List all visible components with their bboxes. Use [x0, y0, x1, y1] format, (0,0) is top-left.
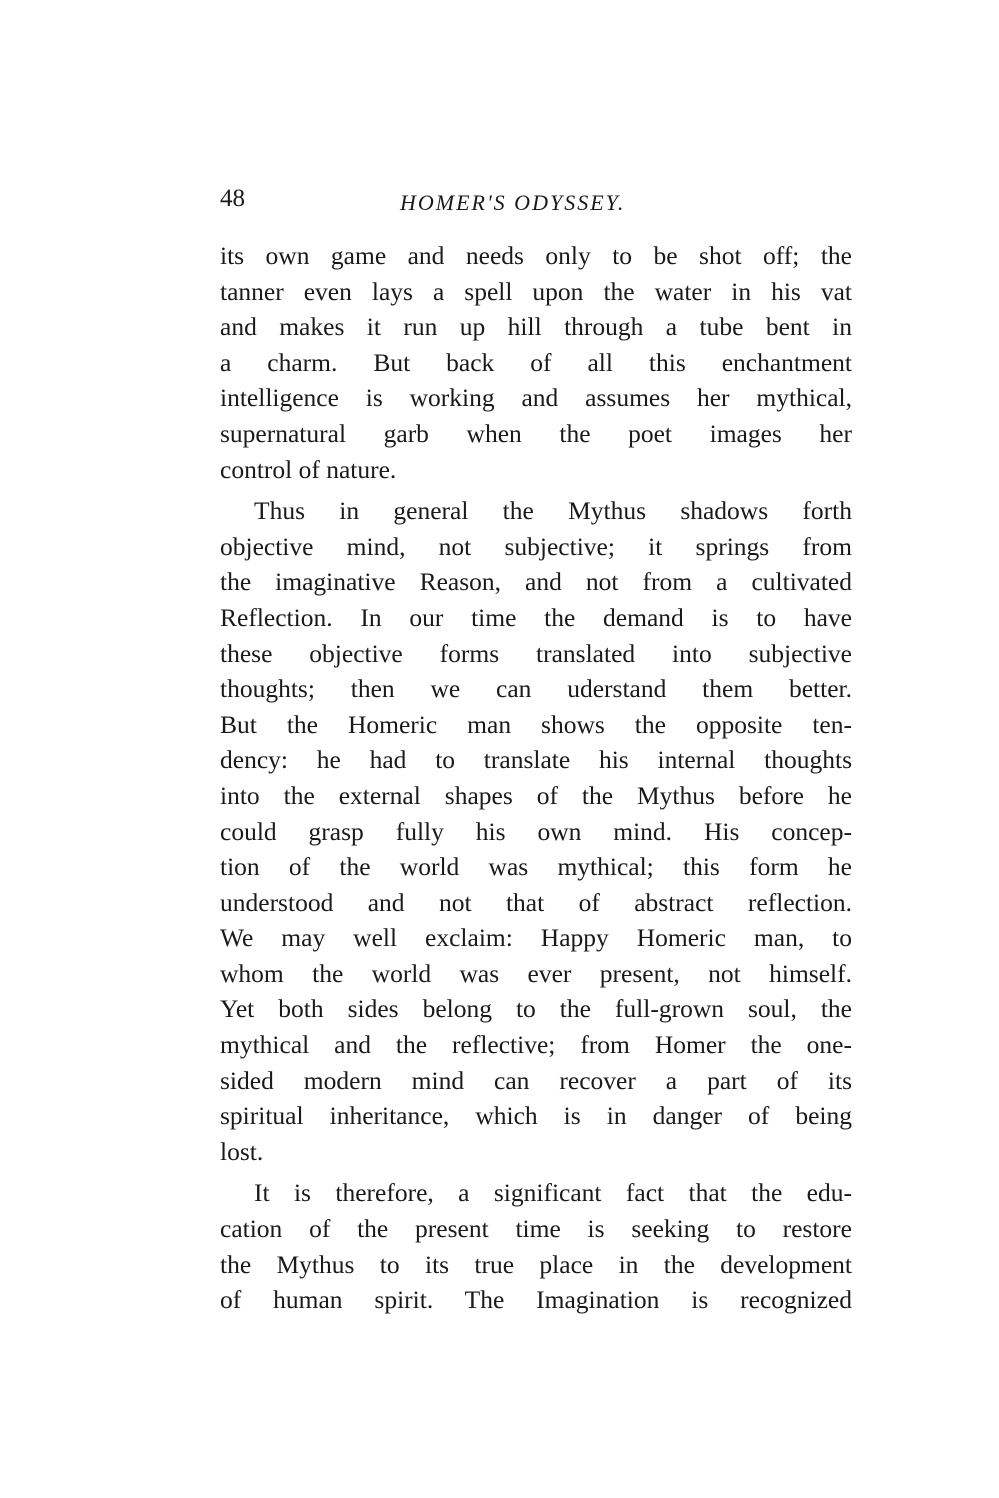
- text-line: tanner even lays a spell upon the water in his vat: [220, 276, 852, 306]
- text-line: supernatural garb when the poet images her: [220, 418, 852, 448]
- text-line: tion of the world was mythical; this form he: [220, 852, 852, 882]
- text-line: into the external shapes of the Mythus before he: [220, 780, 852, 810]
- text-line: the Mythus to its true place in the development: [220, 1249, 852, 1279]
- text-line: could grasp fully his own mind. His concep-: [220, 816, 852, 846]
- text-line: cation of the present time is seeking to restore: [220, 1214, 852, 1244]
- text-line: But the Homeric man shows the opposite ten-: [220, 709, 852, 739]
- text-line: spiritual inheritance, which is in danger of being: [220, 1101, 852, 1131]
- paragraph: [220, 493, 852, 1169]
- text-line: a charm. But back of all this enchantment: [220, 347, 852, 377]
- text-line: and makes it run up hill through a tube bent in: [220, 312, 852, 342]
- text-line: whom the world was ever present, not himself.: [220, 958, 852, 988]
- text-line: of human spirit. The Imagination is recognized: [220, 1285, 852, 1315]
- text-line: its own game and needs only to be shot off; the: [220, 241, 852, 270]
- text-line: these objective forms translated into subjective: [220, 638, 852, 668]
- text-line: sided modern mind can recover a part of its: [220, 1065, 852, 1095]
- text-line: Thus in general the Mythus shadows forth: [254, 496, 852, 526]
- page-body: [220, 238, 852, 1318]
- text-line: intelligence is working and assumes her mythical,: [220, 383, 852, 413]
- text-line: understood and not that of abstract reflection.: [220, 887, 852, 917]
- text-line: the imaginative Reason, and not from a cultivated: [220, 567, 852, 597]
- paragraph: [220, 238, 852, 487]
- text-line: control of nature.: [220, 454, 397, 484]
- page-header: [220, 184, 852, 220]
- page-number: 48: [220, 185, 245, 212]
- text-line: Reflection. In our time the demand is to have: [220, 602, 852, 632]
- paragraph: [220, 1175, 852, 1317]
- text-line: We may well exclaim: Happy Homeric man, to: [220, 923, 852, 953]
- text-line: Yet both sides belong to the full-grown soul, the: [220, 994, 852, 1024]
- text-line: mythical and the reflective; from Homer the one-: [220, 1030, 852, 1060]
- text-line: lost.: [220, 1136, 264, 1166]
- text-line: thoughts; then we can uderstand them better.: [220, 674, 852, 704]
- text-line: dency: he had to translate his internal thoughts: [220, 745, 852, 775]
- text-line: It is therefore, a significant fact that the edu-: [254, 1178, 852, 1208]
- running-head: HOMER'S ODYSSEY.: [400, 190, 626, 215]
- text-line: objective mind, not subjective; it springs from: [220, 531, 852, 561]
